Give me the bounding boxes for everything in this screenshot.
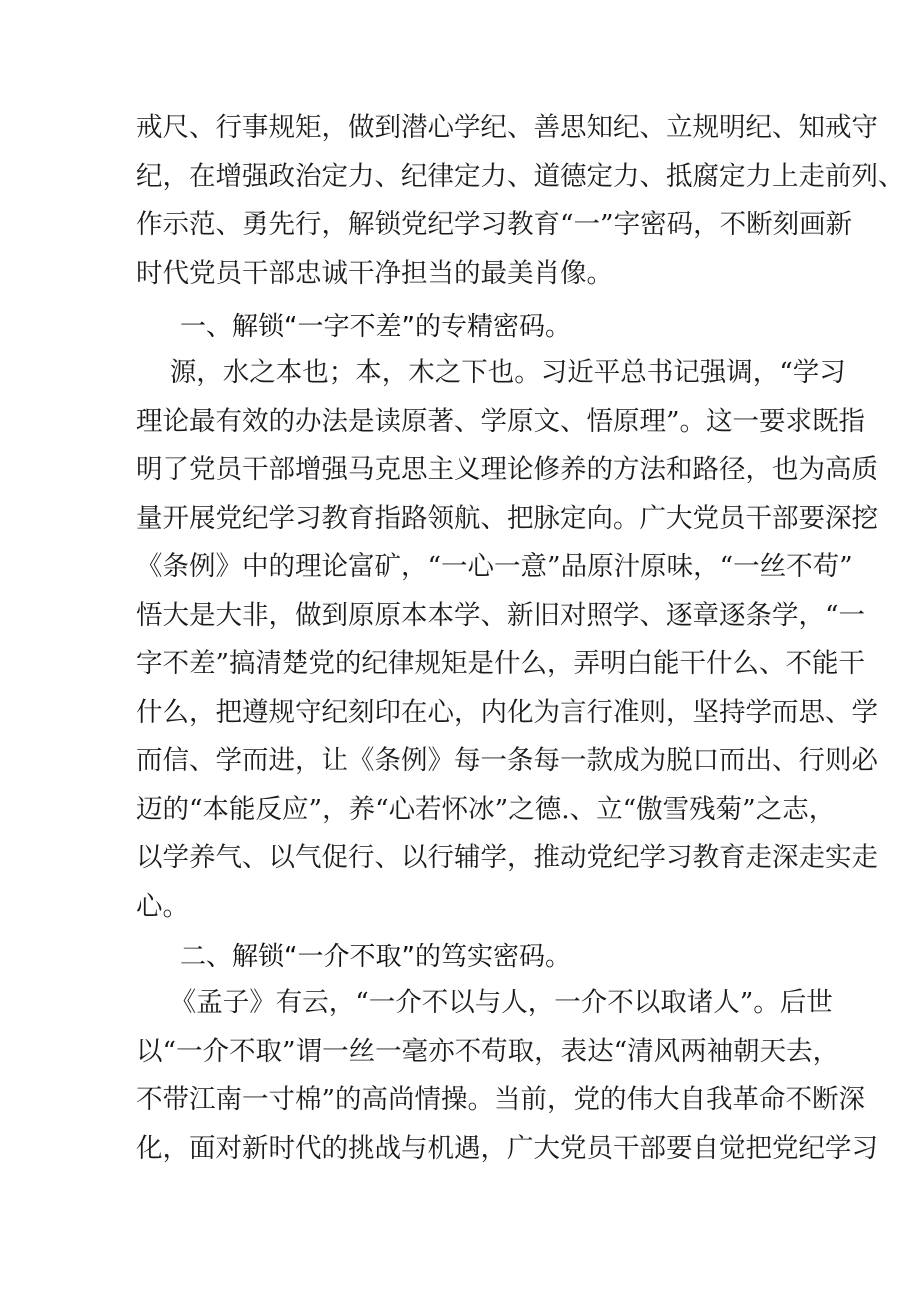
paragraph-line: 《条例》中的理论富矿，“一心一意”品原汁原味，“一丝不苟” [136,551,853,582]
paragraph-line: 不带江南一寸棉”的高尚情操。当前，党的伟大自我革命不断深 [136,1084,866,1115]
paragraph-line: 量开展党纪学习教育指路领航、把脉定向。广大党员干部要深挖 [136,502,878,534]
paragraph-line: 源，水之本也；本，木之下也。习近平总书记强调，“学习 [136,357,846,388]
paragraph-line: 什么，把遵规守纪刻印在心，内化为言行准则，坚持学而思、学 [136,696,878,728]
paragraph-line: 理论最有效的办法是读原著、学原文、悟原理”。这一要求既指 [136,405,866,437]
paragraph-line: 时代党员干部忠诚干净担当的最美肖像。 [136,257,613,289]
paragraph-line: 心。 [136,890,189,922]
paragraph-line: 字不差”搞清楚党的纪律规矩是什么，弄明白能干什么、不能干 [136,648,866,679]
paragraph-line: 纪，在增强政治定力、纪律定力、道德定力、抵腐定力上走前列、 [136,160,905,192]
section-1-paragraph [136,349,878,931]
paragraph-line: 悟大是大非，做到原原本本学、新旧对照学、逐章逐条学，“一 [136,599,866,631]
section-heading-1: 一、解锁“一字不差”的专精密码。 [180,312,571,342]
paragraph-line: 《孟子》有云，“一介不以与人，一介不以取诸人”。后世 [136,987,833,1018]
section-2-paragraph [136,979,878,1173]
paragraph-line: 作示范、勇先行，解锁党纪学习教育“一”字密码，不断刻画新 [136,209,853,240]
section-heading-2: 二、解锁“一介不取”的笃实密码。 [180,942,571,972]
paragraph-line: 化，面对新时代的挑战与机遇，广大党员干部要自觉把党纪学习 [136,1132,878,1164]
paragraph-line: 以学养气、以气促行、以行辅学，推动党纪学习教育走深走实走 [136,842,878,873]
paragraph-line: 迈的“本能反应”，养“心若怀冰”之德.、立“傲雪残菊”之志， [136,793,836,825]
paragraph-line: 而信、学而进，让《条例》每一条每一款成为脱口而出、行则必 [136,745,878,776]
paragraph-line: 戒尺、行事规矩，做到潜心学纪、善思知纪、立规明纪、知戒守 [136,112,878,143]
paragraph-line: 明了党员干部增强马克思主义理论修养的方法和路径，也为高质 [136,454,878,485]
paragraph-line: 以“一介不取”谓一丝一毫亦不苟取，表达“清风两袖朝天去， [136,1035,840,1067]
intro-paragraph [136,104,905,298]
